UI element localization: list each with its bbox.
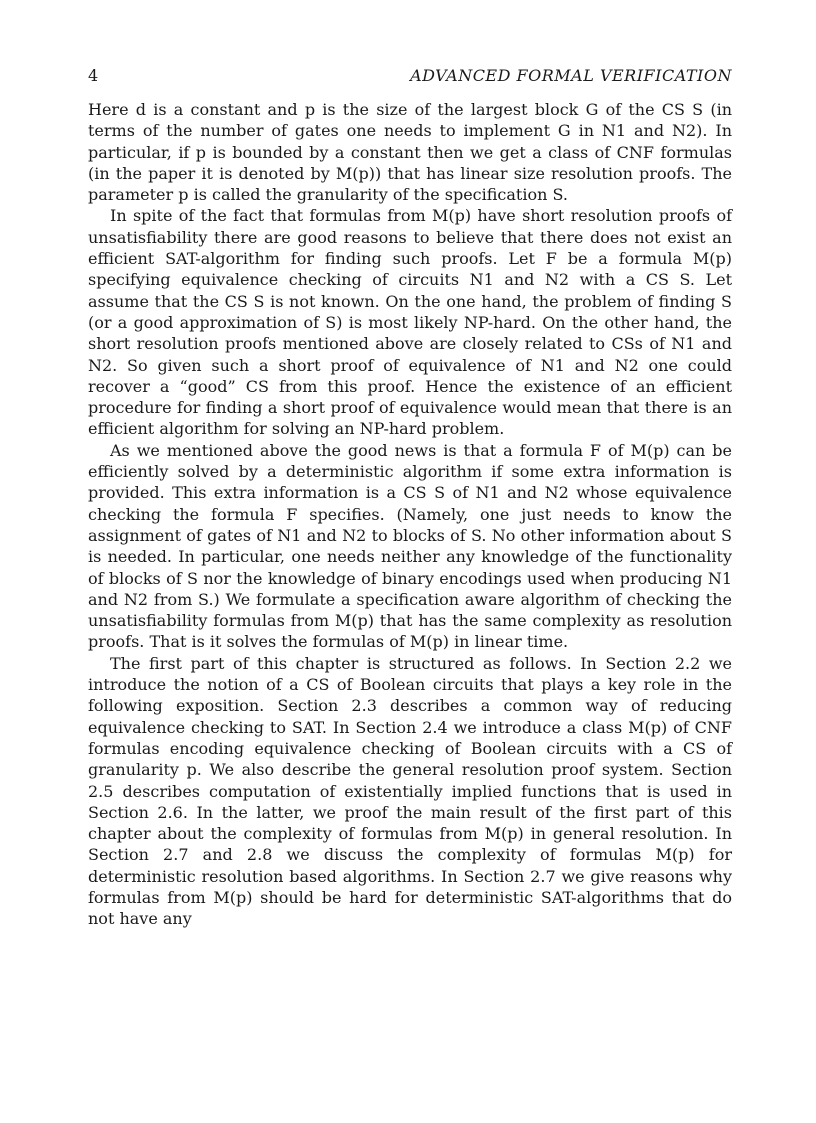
paragraph-hardness: In spite of the fact that formulas from M(p) have short resolution proofs of unsatisfiability there are good reasons to believe that there does not exist an efficient SAT-algorithm for finding such proofs. Let F be a formula M(p) specifying equivalence checking of circuits N1 and N2 with a CS S. Let assume that the CS S is not known. On the one hand, the problem of finding S (or a good approximation of S) is most likely NP-hard. On the other hand, the short resolution proofs mentioned above are closely related to CSs of N1 and N2. So given such a short proof of equivalence of N1 and N2 one could recover a “good” CS from this proof. Hence the existence of an efficient procedure for finding a short proof of equivalence would mean that there is an efficient algorithm for solving an NP-hard problem. <box>88 206 732 439</box>
paragraph-good-news: As we mentioned above the good news is that a formula F of M(p) can be efficiently solved by a deterministic algorithm if some extra information is provided. This extra information is a CS S of N1 and N2 whose equivalence checking the formula F specifies. (Namely, one just needs to know the assignment of gates of N1 and N2 to blocks of S. No other information about S is needed. In particular, one needs neither any knowledge of the functionality of blocks of S nor the knowledge of binary encodings used when producing N1 and N2 from S.) We formulate a specification aware algorithm of checking the unsatisfiability formulas from M(p) that has the same complexity as resolution proofs. That is it solves the formulas of M(p) in linear time. <box>88 440 732 652</box>
paragraph-granularity: Here d is a constant and p is the size of the largest block G of the CS S (in terms of the number of gates one needs to implement G in N1 and N2). In particular, if p is bounded by a constant then we get a class of CNF formulas (in the paper it is denoted by M(p)) that has linear size resolution proofs. The parameter p is called the granularity of the specification S. <box>88 100 732 205</box>
paragraph-chapter-structure: The first part of this chapter is structured as follows. In Section 2.2 we introduce the notion of a CS of Boolean circuits that plays a key role in the following exposition. Section 2.3 describes a common way of reducing equivalence checking to SAT. In Section 2.4 we introduce a class M(p) of CNF formulas encoding equivalence checking of Boolean circuits with a CS of granularity p. We also describe the general resolution proof system. Section 2.5 describes computation of existentially implied functions that is used in Section 2.6. In the latter, we proof the main result of the first part of this chapter about the complexity of formulas from M(p) in general resolution. In Section 2.7 and 2.8 we discuss the complexity of formulas M(p) for deterministic resolution based algorithms. In Section 2.7 we give reasons why formulas from M(p) should be hard for deterministic SAT-algorithms that do not have any <box>88 653 732 929</box>
body-text <box>88 99 732 930</box>
page-number: 4 <box>88 66 99 85</box>
running-title: ADVANCED FORMAL VERIFICATION <box>410 66 732 85</box>
page-header <box>88 66 732 88</box>
